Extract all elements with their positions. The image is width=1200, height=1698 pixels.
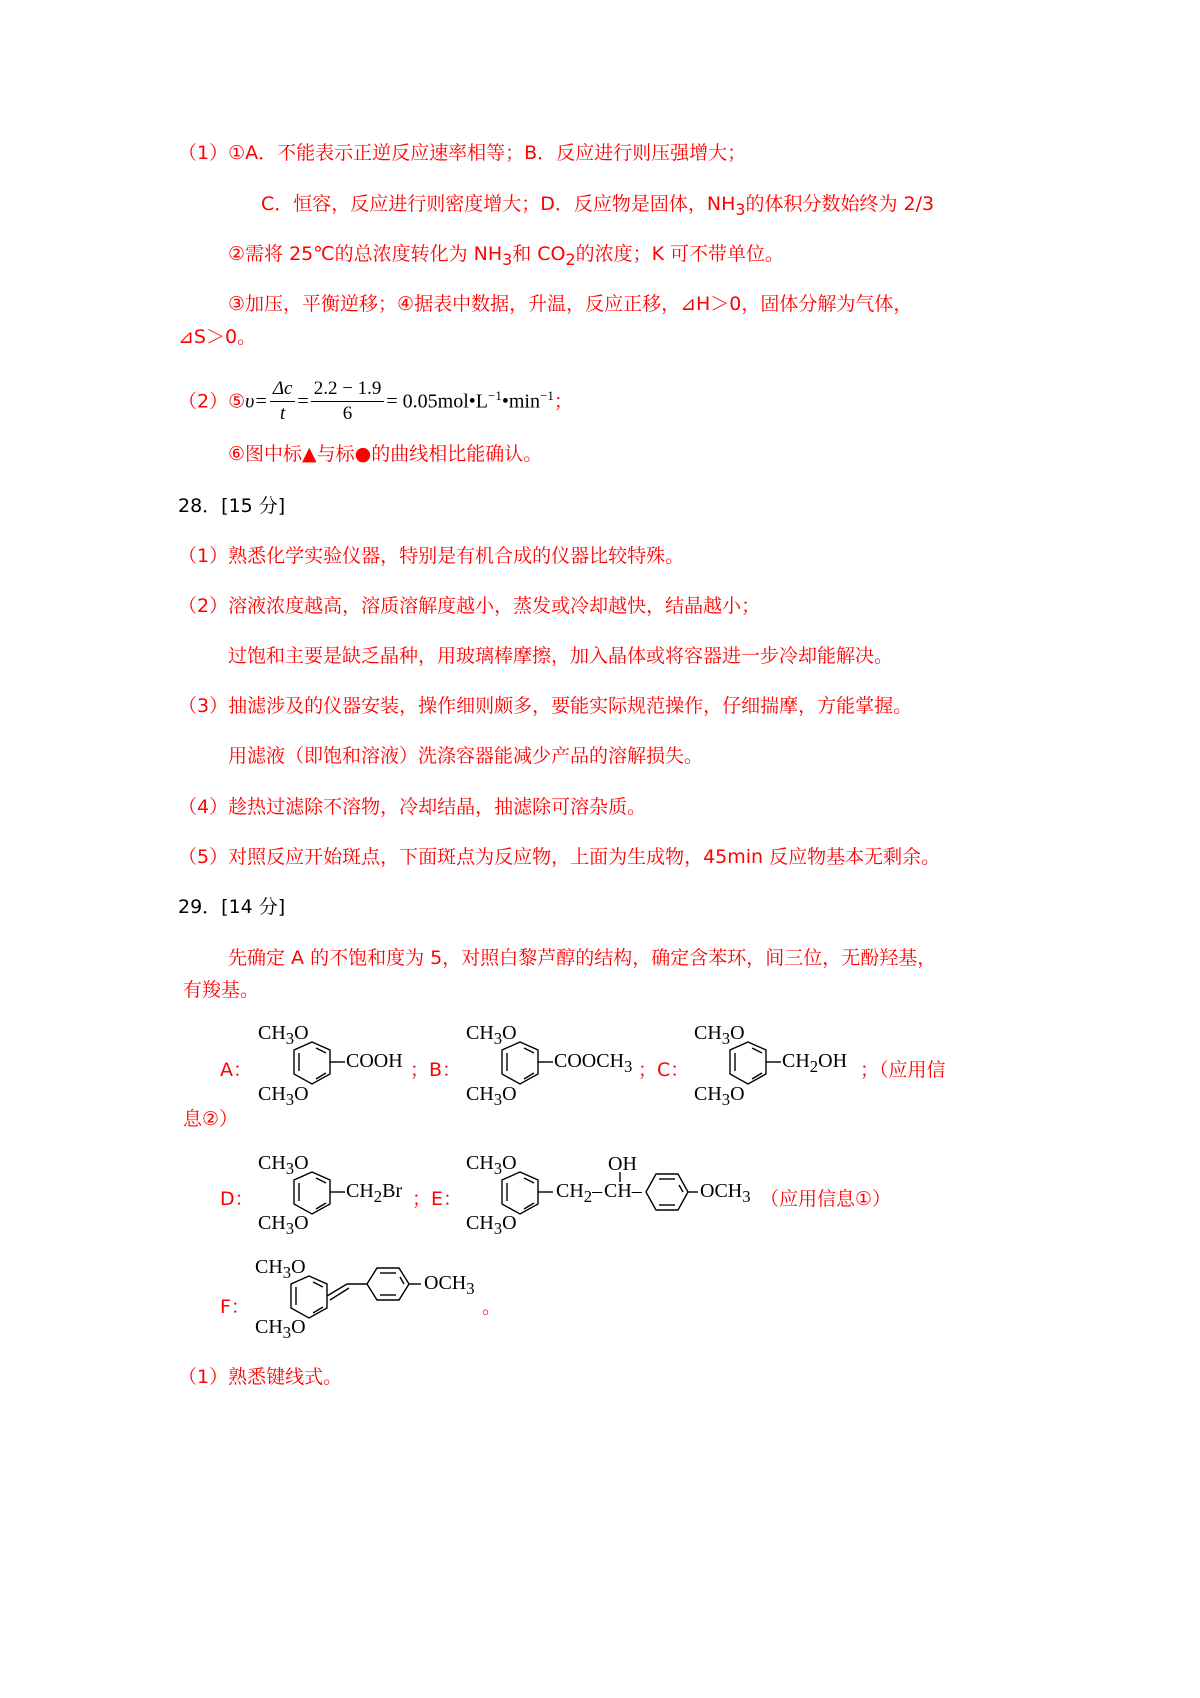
struct-e-ch2: $CH_2-$	[556, 1180, 603, 1206]
q28-line5: 用滤液（即饱和溶液）洗涤容器能减少产品的溶解损失。	[228, 745, 704, 767]
struct-c-ch2oh: $CH_2OH$	[782, 1050, 848, 1076]
q28-line7: （5）对照反应开始斑点，下面斑点为反应物，上面为生成物，45min 反应物基本无剩余。	[178, 846, 941, 868]
label-d: D：	[220, 1188, 254, 1210]
label-a: A：	[220, 1059, 252, 1081]
q27-part2: ②需将 25℃的总浓度转化为 $NH_3$和 $CO_2$的浓度；K 可不带单位。	[228, 243, 785, 269]
struct-b-cooch3: $COOCH_3$	[554, 1050, 633, 1076]
struct-f-bottom-och3: $CH_3O$	[255, 1316, 306, 1342]
q27-part1-line1: （1）①A．不能表示正逆反应速率相等；B．反应进行则压强增大；	[178, 142, 747, 164]
label-e: ；E：	[412, 1188, 463, 1210]
q27-part1-line2: C．恒容，反应进行则密度增大；D．反应物是固体，$NH_3$的体积分数始终为 2/3	[261, 193, 935, 219]
q27-part3-line2: ⊿S＞0。	[178, 326, 257, 348]
struct-d-top-och3: $CH_3O$	[258, 1152, 309, 1178]
struct-a-top-och3: $CH_3O$	[258, 1022, 309, 1048]
struct-c-top-och3: $CH_3O$	[694, 1022, 745, 1048]
q29-intro-line1: 先确定 A 的不饱和度为 5，对照白黎芦醇的结构，确定含苯环，间三位，无酚羟基，	[228, 947, 937, 969]
struct-d-ch2br: $CH_2Br$	[346, 1180, 403, 1206]
label-c-end2: 息②）	[183, 1108, 239, 1130]
struct-e-och3: $OCH_3$	[700, 1180, 751, 1206]
struct-b-bottom-och3: $CH_3O$	[466, 1083, 517, 1109]
q29-intro-line2: 有羧基。	[183, 979, 260, 1001]
struct-b-top-och3: $CH_3O$	[466, 1022, 517, 1048]
struct-d-bottom-och3: $CH_3O$	[258, 1212, 309, 1238]
q29-last-line: （1）熟悉键线式。	[178, 1366, 343, 1388]
struct-e-top-och3: $CH_3O$	[466, 1152, 517, 1178]
struct-c-bottom-och3: $CH_3O$	[694, 1083, 745, 1109]
label-b: ；B：	[410, 1059, 462, 1081]
label-c: ；C：	[638, 1059, 690, 1081]
label-f: F：	[220, 1296, 250, 1318]
struct-f-top-och3: $CH_3O$	[255, 1256, 306, 1282]
q28-header: 28．[15 分]	[178, 495, 286, 517]
struct-e-ch: CH–	[604, 1180, 642, 1202]
struct-a-cooh: COOH	[346, 1050, 403, 1072]
label-c-end: ；（应用信	[860, 1059, 946, 1081]
label-e-end: （应用信息①）	[760, 1188, 892, 1210]
struct-e-oh: OH	[608, 1153, 637, 1175]
q27-part5: ⑥图中标▲与标●的曲线相比能确认。	[228, 443, 543, 465]
q29-header: 29．[14 分]	[178, 896, 286, 918]
q27-part4-formula: （2）⑤υ= $\frac{\Delta c}{t}$ = $\frac{2.2 - 1.9}{6}$ = $0.05mol•L^{-1}•\min^{-1}$；	[178, 378, 573, 425]
fraction-dc-t: $\frac{\Delta c}{t}$	[270, 377, 296, 426]
struct-f-och3: $OCH_3$	[424, 1272, 475, 1298]
q27-part3-line1: ③加压，平衡逆移；④据表中数据，升温，反应正移，⊿H＞0，固体分解为气体，	[228, 293, 913, 315]
q28-line4: （3）抽滤涉及的仪器安装，操作细则颇多，要能实际规范操作，仔细揣摩，方能掌握。	[178, 695, 913, 717]
q28-line3: 过饱和主要是缺乏晶种，用玻璃棒摩擦，加入晶体或将容器进一步冷却能解决。	[228, 645, 894, 667]
q28-line2: （2）溶液浓度越高，溶质溶解度越小，蒸发或冷却越快，结晶越小；	[178, 595, 761, 617]
q28-line6: （4）趁热过滤除不溶物，冷却结晶，抽滤除可溶杂质。	[178, 796, 647, 818]
struct-e-bottom-och3: $CH_3O$	[466, 1212, 517, 1238]
fraction-values: $\frac{2.2 - 1.9}{6}$	[311, 377, 385, 426]
struct-a-bottom-och3: $CH_3O$	[258, 1083, 309, 1109]
q28-line1: （1）熟悉化学实验仪器，特别是有机合成的仪器比较特殊。	[178, 545, 685, 567]
label-f-end: 。	[482, 1296, 502, 1318]
